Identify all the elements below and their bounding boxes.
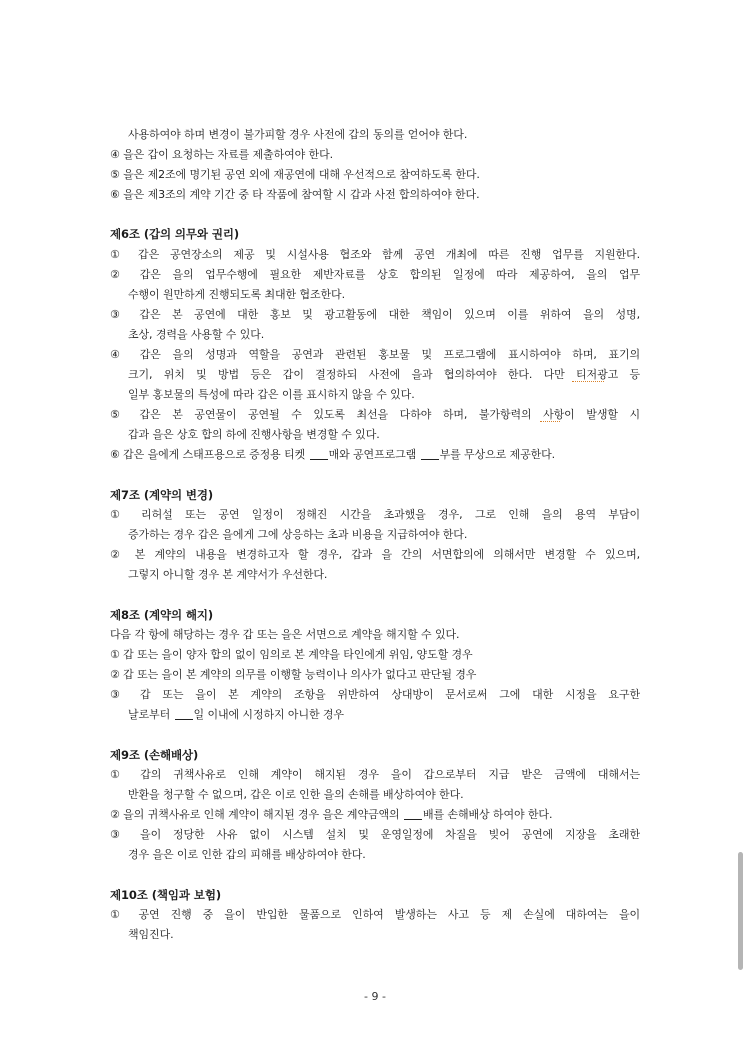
text-line [128, 708, 640, 722]
text-fragment: 매와 공연프로그램 [328, 448, 417, 461]
text-fragment: 날로부터 [128, 708, 171, 721]
text-line: 반환을 청구할 수 없으며, 갑은 이로 인한 을의 손해를 배상하여야 한다. [128, 788, 464, 801]
text-line: 일부 홍보물의 특성에 따라 갑은 이를 표시하지 않을 수 있다. [128, 388, 415, 401]
text-line: 다음 각 항에 해당하는 경우 갑 또는 을은 서면으로 계약을 해지할 수 있다. [110, 628, 460, 641]
text-line: ① 갑 또는 을이 양자 합의 없이 임의로 본 계약을 타인에게 위임, 양도할 경우 [110, 648, 473, 661]
article-10-heading: 제10조 (책임과 보험) [110, 888, 221, 902]
text-fragment: 배를 손해배상 하여야 한다. [422, 808, 553, 821]
text-line: 초상, 경력을 사용할 수 있다. [128, 328, 265, 341]
text-fragment: ⑥ 갑은 을에게 스태프용으로 증정용 티켓 [110, 448, 306, 461]
article-8-heading: 제8조 (계약의 해지) [110, 608, 214, 622]
text-fragment: ② 을의 귀책사유로 인해 계약이 해지된 경우 을은 계약금액의 [110, 808, 400, 821]
text-line: ② 본 계약의 내용을 변경하고자 할 경우, 갑과 을 간의 서면합의에 의해서만 변경할 수 있으며, [110, 548, 640, 561]
article-7-heading: 제7조 (계약의 변경) [110, 488, 214, 502]
text-line: ② 갑 또는 을이 본 계약의 의무를 이행할 능력이나 의사가 없다고 판단될 경우 [110, 668, 477, 681]
article-6-heading: 제6조 (갑의 의무와 권리) [110, 227, 240, 241]
blank-field [421, 448, 439, 460]
text-line: ④ 을은 갑이 요청하는 자료를 제출하여야 한다. [110, 148, 334, 161]
text-line: 경우 을은 이로 인한 갑의 피해를 배상하여야 한다. [128, 848, 366, 861]
text-line [110, 808, 640, 822]
blank-field [310, 448, 328, 460]
spellcheck-underline [540, 419, 560, 422]
text-line: 그렇지 아니할 경우 본 계약서가 우선한다. [128, 568, 328, 581]
text-line: 크기, 위치 및 방법 등은 갑이 결정하되 사전에 을과 협의하여야 한다. 다만 티저광고 등 [128, 368, 640, 381]
text-line: ③ 갑은 본 공연에 대한 홍보 및 광고활동에 대한 책임이 있으며 이를 위하여 을의 성명, [110, 308, 640, 321]
text-line: 수행이 원만하게 진행되도록 최대한 협조한다. [128, 288, 345, 301]
text-line: 갑과 을은 상호 합의 하에 진행사항을 변경할 수 있다. [128, 428, 380, 441]
blank-field [404, 808, 422, 820]
text-line: 책임진다. [128, 928, 174, 941]
article-9-heading: 제9조 (손해배상) [110, 748, 199, 762]
text-line: 사용하여야 하며 변경이 불가피할 경우 사전에 갑의 동의를 얻어야 한다. [128, 128, 468, 141]
vertical-scrollbar[interactable] [738, 852, 743, 970]
page-number: - 9 - [364, 990, 386, 1003]
text-line: 증가하는 경우 갑은 을에게 그에 상응하는 초과 비용을 지급하여야 한다. [128, 528, 468, 541]
text-fragment: 일 이내에 시정하지 아니한 경우 [193, 708, 344, 721]
blank-field [175, 708, 193, 720]
text-fragment: 부를 무상으로 제공한다. [439, 448, 556, 461]
text-line: ③ 갑 또는 을이 본 계약의 조항을 위반하여 상대방이 문서로써 그에 대한 시정을 요구한 [110, 688, 640, 701]
text-line: ④ 갑은 을의 성명과 역할을 공연과 관련된 홍보물 및 프로그램에 표시하여야 하며, 표기의 [110, 348, 640, 361]
text-line: ③ 을이 정당한 사유 없이 시스템 설치 및 운영일정에 차질을 빚어 공연에 지장을 초래한 [110, 828, 640, 841]
spellcheck-underline [572, 379, 604, 382]
text-line: ① 공연 진행 중 을이 반입한 물품으로 인하여 발생하는 사고 등 제 손실에 대하여는 을이 [110, 908, 640, 921]
text-line: ① 리허설 또는 공연 일정이 정해진 시간을 초과했을 경우, 그로 인해 을의 용역 부담이 [110, 508, 640, 521]
text-line: ⑤ 을은 제2조에 명기된 공연 외에 재공연에 대해 우선적으로 참여하도록 한다. [110, 168, 480, 181]
text-line: ① 갑의 귀책사유로 인해 계약이 해지된 경우 을이 갑으로부터 지급 받은 금액에 대해서는 [110, 768, 640, 781]
text-line: ⑥ 을은 제3조의 계약 기간 중 타 작품에 참여할 시 갑과 사전 합의하여야 한다. [110, 188, 480, 201]
text-line: ② 갑은 을의 업무수행에 필요한 제반자료를 상호 합의된 일정에 따라 제공하여, 을의 업무 [110, 268, 640, 281]
text-line: ⑤ 갑은 본 공연물이 공연될 수 있도록 최선을 다하야 하며, 불가항력의 사항이 발생할 시 [110, 408, 640, 421]
text-line [110, 448, 640, 462]
text-line: ① 갑은 공연장소의 제공 및 시설사용 협조와 함께 공연 개최에 따른 진행 업무를 지원한다. [110, 248, 640, 261]
